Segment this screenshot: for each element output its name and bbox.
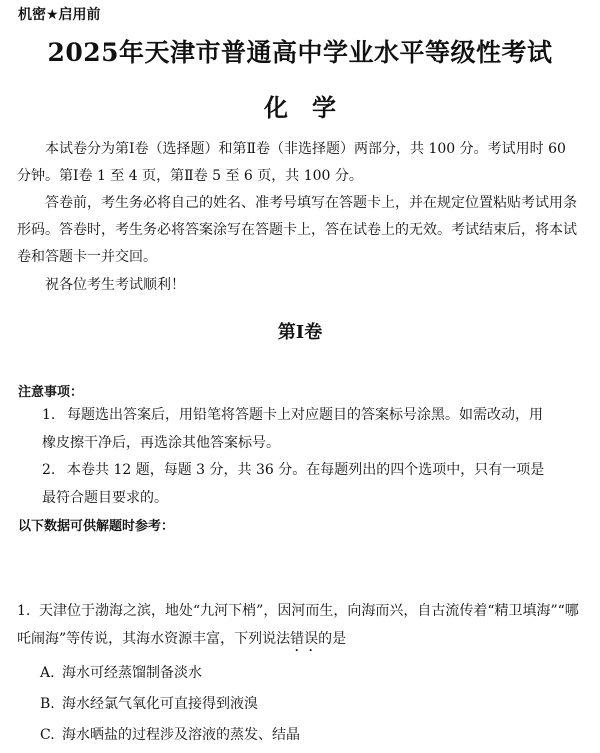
option-text: 海水经氯气氧化可直接得到液溴: [62, 696, 258, 712]
confidential-label: 机密★启用前: [18, 7, 101, 23]
intro-paragraph-2: 答卷前，考生务必将自己的姓名、准考号填写在答题卡上，并在规定位置粘贴考试用条形码。答卷时，考生务必将答案涂写在答题卡上，答在试卷上的无效。考试结束后，将本试卷和答题卡一并交回。: [17, 195, 577, 265]
notice-heading: 注意事项：: [18, 385, 84, 400]
question-number: 1.: [17, 603, 31, 619]
question-stem-ending: 的是: [318, 631, 347, 647]
option-letter: C.: [40, 727, 55, 743]
option-letter: A.: [40, 665, 55, 681]
option-b: [40, 690, 258, 718]
option-letter: B.: [40, 696, 55, 712]
section-title: 第Ⅰ卷: [277, 322, 323, 343]
question-stem-text: 天津位于渤海之滨，地处“九河下梢”，因河而生，向海而兴，自古流传着“精卫填海”“哪吒闹海”等传说，其海水资源丰富，下列说法: [17, 603, 579, 647]
reference-heading: 以下数据可供解题时参考：: [18, 519, 175, 534]
notice-item: [42, 456, 552, 512]
option-text: 海水晒盐的过程涉及溶液的蒸发、结晶: [62, 727, 300, 743]
question-stem-emphasis: 错误: [290, 631, 319, 647]
intro-paragraph-3: 祝各位考生考试顺利！: [45, 277, 185, 293]
notice-item: [42, 401, 552, 457]
intro-paragraph-1: 本试卷分为第Ⅰ卷（选择题）和第Ⅱ卷（非选择题）两部分，共 100 分。考试用时 60 分钟。第Ⅰ卷 1 至 4 页，第Ⅱ卷 5 至 6 页，共 100 分。: [17, 141, 566, 184]
notice-item-number: 1.: [42, 407, 56, 423]
exam-title: 2025年天津市普通高中学业水平等级性考试: [47, 38, 553, 67]
question-stem: [17, 597, 583, 655]
notice-item-text: 本卷共 12 题，每题 3 分，共 36 分。在每题列出的四个选项中，只有一项是最符合题目要求的。: [42, 462, 545, 506]
option-a: [40, 659, 202, 687]
subject-title: 化学: [264, 93, 360, 122]
option-c: [40, 721, 300, 749]
option-text: 海水可经蒸馏制备淡水: [62, 665, 202, 681]
notice-item-number: 2.: [42, 462, 56, 478]
notice-item-text: 每题选出答案后，用铅笔将答题卡上对应题目的答案标号涂黑。如需改动，用橡皮擦干净后，再选涂其他答案标号。: [42, 407, 543, 451]
